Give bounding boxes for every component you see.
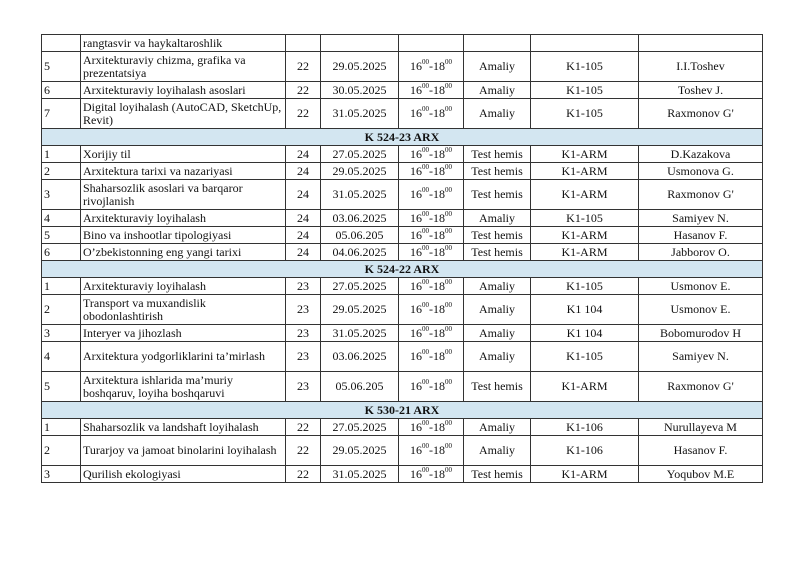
subject-cell: Arxitekturaviy loyihalash asoslari bbox=[81, 82, 286, 99]
time-to: 18 bbox=[433, 379, 445, 393]
room-cell: K1-106 bbox=[531, 436, 639, 466]
row-number: 1 bbox=[42, 146, 81, 163]
teacher-cell: Samiyev N. bbox=[639, 210, 763, 227]
table-row bbox=[42, 210, 763, 227]
time-to: 18 bbox=[433, 325, 445, 340]
time-from-minutes: 00 bbox=[422, 418, 429, 427]
date-cell: 27.05.2025 bbox=[321, 278, 399, 295]
date-cell: 29.05.2025 bbox=[321, 295, 399, 325]
time-to: 18 bbox=[433, 244, 445, 259]
time-separator: - bbox=[429, 419, 433, 434]
subject-cell: Shaharsozlik asoslari va barqaror rivojlanish bbox=[81, 180, 286, 210]
time-to: 18 bbox=[433, 106, 445, 120]
subject-cell: O’zbekistonning eng yangi tarixi bbox=[81, 244, 286, 261]
hours-cell: 22 bbox=[286, 82, 321, 99]
teacher-cell: Samiyev N. bbox=[639, 342, 763, 372]
hours-cell: 23 bbox=[286, 342, 321, 372]
hours-cell: 23 bbox=[286, 295, 321, 325]
subject-cell: Digital loyihalash (AutoCAD, SketchUp, Revit) bbox=[81, 99, 286, 129]
date-cell: 31.05.2025 bbox=[321, 99, 399, 129]
table-row bbox=[42, 278, 763, 295]
time-to-minutes: 00 bbox=[445, 105, 452, 113]
date-cell: 03.06.2025 bbox=[321, 210, 399, 227]
subject-cell: Arxitektura tarixi va nazariyasi bbox=[81, 163, 286, 180]
teacher-cell: Hasanov F. bbox=[639, 227, 763, 244]
time-from: 16 bbox=[410, 163, 422, 178]
row-number: 5 bbox=[42, 227, 81, 244]
time-separator: - bbox=[429, 146, 433, 161]
type-cell: Test hemis bbox=[464, 244, 531, 261]
time-to-minutes: 00 bbox=[445, 324, 452, 333]
date-cell: 29.05.2025 bbox=[321, 52, 399, 82]
row-number bbox=[42, 35, 81, 52]
time-from: 16 bbox=[410, 244, 422, 259]
time-to-minutes: 00 bbox=[445, 378, 452, 386]
row-number: 5 bbox=[42, 52, 81, 82]
type-cell: Test hemis bbox=[464, 466, 531, 483]
time-from: 16 bbox=[410, 59, 422, 73]
time-separator: - bbox=[429, 187, 433, 201]
table-row bbox=[42, 146, 763, 163]
date-cell: 29.05.2025 bbox=[321, 436, 399, 466]
time-cell bbox=[399, 244, 464, 261]
row-number: 2 bbox=[42, 436, 81, 466]
time-separator: - bbox=[429, 163, 433, 178]
hours-cell: 24 bbox=[286, 146, 321, 163]
time-to-minutes: 00 bbox=[445, 348, 452, 356]
type-cell: Test hemis bbox=[464, 180, 531, 210]
table-row bbox=[42, 466, 763, 483]
time-cell bbox=[399, 52, 464, 82]
time-from-minutes: 00 bbox=[422, 58, 429, 66]
subject-cell: Arxitekturaviy loyihalash bbox=[81, 278, 286, 295]
time-separator: - bbox=[429, 106, 433, 120]
subject-cell: Interyer va jihozlash bbox=[81, 325, 286, 342]
teacher-cell: Raxmonov G' bbox=[639, 372, 763, 402]
time-to-minutes: 00 bbox=[445, 186, 452, 194]
time-from-minutes: 00 bbox=[422, 105, 429, 113]
hours-cell: 22 bbox=[286, 52, 321, 82]
hours-cell: 24 bbox=[286, 163, 321, 180]
time-cell bbox=[399, 99, 464, 129]
table-row bbox=[42, 295, 763, 325]
time-from: 16 bbox=[410, 302, 422, 316]
time-cell bbox=[399, 278, 464, 295]
time-separator: - bbox=[429, 443, 433, 457]
teacher-cell: I.I.Toshev bbox=[639, 52, 763, 82]
room-cell: K1-105 bbox=[531, 82, 639, 99]
subject-cell: Xorijiy til bbox=[81, 146, 286, 163]
room-cell: K1 104 bbox=[531, 325, 639, 342]
teacher-cell: Yoqubov M.E bbox=[639, 466, 763, 483]
row-number: 3 bbox=[42, 325, 81, 342]
teacher-cell: Hasanov F. bbox=[639, 436, 763, 466]
type-cell: Amaliy bbox=[464, 99, 531, 129]
time-cell bbox=[399, 436, 464, 466]
row-number: 2 bbox=[42, 295, 81, 325]
time-separator: - bbox=[429, 82, 433, 97]
hours-cell: 24 bbox=[286, 227, 321, 244]
time-cell bbox=[399, 419, 464, 436]
table-row bbox=[42, 163, 763, 180]
time-to-minutes: 00 bbox=[445, 162, 452, 171]
subject-cell: Arxitekturaviy chizma, grafika va prezentatsiya bbox=[81, 52, 286, 82]
time-cell bbox=[399, 342, 464, 372]
row-number: 7 bbox=[42, 99, 81, 129]
group-header-row bbox=[42, 402, 763, 419]
row-number: 5 bbox=[42, 372, 81, 402]
type-cell: Test hemis bbox=[464, 372, 531, 402]
time-from-minutes: 00 bbox=[422, 81, 429, 90]
time-to: 18 bbox=[433, 302, 445, 316]
exam-schedule-table bbox=[41, 34, 763, 483]
type-cell bbox=[464, 35, 531, 52]
date-cell: 29.05.2025 bbox=[321, 163, 399, 180]
table-row bbox=[42, 244, 763, 261]
time-from-minutes: 00 bbox=[422, 378, 429, 386]
time-from-minutes: 00 bbox=[422, 162, 429, 171]
type-cell: Amaliy bbox=[464, 210, 531, 227]
time-from-minutes: 00 bbox=[422, 465, 429, 474]
hours-cell: 22 bbox=[286, 99, 321, 129]
subject-cell: Shaharsozlik va landshaft loyihalash bbox=[81, 419, 286, 436]
hours-cell: 22 bbox=[286, 436, 321, 466]
time-to: 18 bbox=[433, 187, 445, 201]
type-cell: Amaliy bbox=[464, 325, 531, 342]
time-cell bbox=[399, 82, 464, 99]
time-cell bbox=[399, 163, 464, 180]
time-to: 18 bbox=[433, 146, 445, 161]
teacher-cell: Usmonov E. bbox=[639, 278, 763, 295]
date-cell bbox=[321, 35, 399, 52]
time-separator: - bbox=[429, 302, 433, 316]
time-cell bbox=[399, 210, 464, 227]
row-number: 1 bbox=[42, 419, 81, 436]
hours-cell: 24 bbox=[286, 244, 321, 261]
room-cell: K1-105 bbox=[531, 342, 639, 372]
time-from: 16 bbox=[410, 146, 422, 161]
group-title: K 524-23 ARX bbox=[42, 129, 763, 146]
subject-cell: Bino va inshootlar tipologiyasi bbox=[81, 227, 286, 244]
time-to: 18 bbox=[433, 349, 445, 363]
time-separator: - bbox=[429, 325, 433, 340]
time-cell bbox=[399, 180, 464, 210]
room-cell: K1-ARM bbox=[531, 466, 639, 483]
table-row bbox=[42, 99, 763, 129]
type-cell: Test hemis bbox=[464, 146, 531, 163]
time-separator: - bbox=[429, 349, 433, 363]
type-cell: Test hemis bbox=[464, 227, 531, 244]
time-cell bbox=[399, 372, 464, 402]
time-to: 18 bbox=[433, 210, 445, 225]
row-number: 4 bbox=[42, 210, 81, 227]
room-cell: K1-105 bbox=[531, 278, 639, 295]
room-cell: K1-ARM bbox=[531, 227, 639, 244]
time-separator: - bbox=[429, 210, 433, 225]
time-to-minutes: 00 bbox=[445, 465, 452, 474]
row-number: 6 bbox=[42, 82, 81, 99]
row-number: 2 bbox=[42, 163, 81, 180]
time-to-minutes: 00 bbox=[445, 58, 452, 66]
date-cell: 05.06.205 bbox=[321, 372, 399, 402]
room-cell: K1 104 bbox=[531, 295, 639, 325]
date-cell: 03.06.2025 bbox=[321, 342, 399, 372]
subject-cell: rangtasvir va haykaltaroshlik bbox=[81, 35, 286, 52]
time-to: 18 bbox=[433, 82, 445, 97]
type-cell: Amaliy bbox=[464, 52, 531, 82]
time-cell bbox=[399, 295, 464, 325]
room-cell: K1-ARM bbox=[531, 372, 639, 402]
table-row bbox=[42, 436, 763, 466]
time-from-minutes: 00 bbox=[422, 301, 429, 309]
teacher-cell: Toshev J. bbox=[639, 82, 763, 99]
hours-cell: 24 bbox=[286, 180, 321, 210]
subject-cell: Turarjoy va jamoat binolarini loyihalash bbox=[81, 436, 286, 466]
time-from: 16 bbox=[410, 227, 422, 242]
hours-cell: 23 bbox=[286, 278, 321, 295]
time-from: 16 bbox=[410, 210, 422, 225]
teacher-cell: Raxmonov G' bbox=[639, 180, 763, 210]
time-to-minutes: 00 bbox=[445, 81, 452, 90]
time-to-minutes: 00 bbox=[445, 418, 452, 427]
room-cell bbox=[531, 35, 639, 52]
time-from: 16 bbox=[410, 278, 422, 293]
table-row bbox=[42, 52, 763, 82]
date-cell: 31.05.2025 bbox=[321, 466, 399, 483]
time-to: 18 bbox=[433, 443, 445, 457]
time-from: 16 bbox=[410, 443, 422, 457]
room-cell: K1-ARM bbox=[531, 180, 639, 210]
subject-cell: Arxitekturaviy loyihalash bbox=[81, 210, 286, 227]
time-from: 16 bbox=[410, 187, 422, 201]
time-cell bbox=[399, 466, 464, 483]
hours-cell: 22 bbox=[286, 419, 321, 436]
time-from: 16 bbox=[410, 379, 422, 393]
time-cell bbox=[399, 35, 464, 52]
schedule-body bbox=[42, 35, 763, 483]
room-cell: K1-106 bbox=[531, 419, 639, 436]
time-to: 18 bbox=[433, 163, 445, 178]
room-cell: K1-105 bbox=[531, 210, 639, 227]
teacher-cell: Raxmonov G' bbox=[639, 99, 763, 129]
time-to: 18 bbox=[433, 278, 445, 293]
hours-cell: 24 bbox=[286, 210, 321, 227]
room-cell: K1-ARM bbox=[531, 163, 639, 180]
table-row bbox=[42, 82, 763, 99]
time-to-minutes: 00 bbox=[445, 209, 452, 218]
teacher-cell: Jabborov O. bbox=[639, 244, 763, 261]
type-cell: Test hemis bbox=[464, 163, 531, 180]
time-separator: - bbox=[429, 466, 433, 481]
table-row bbox=[42, 325, 763, 342]
time-from: 16 bbox=[410, 325, 422, 340]
room-cell: K1-ARM bbox=[531, 146, 639, 163]
room-cell: K1-ARM bbox=[531, 244, 639, 261]
table-row bbox=[42, 227, 763, 244]
teacher-cell: Bobomurodov H bbox=[639, 325, 763, 342]
type-cell: Amaliy bbox=[464, 342, 531, 372]
group-title: K 530-21 ARX bbox=[42, 402, 763, 419]
time-from: 16 bbox=[410, 106, 422, 120]
time-separator: - bbox=[429, 379, 433, 393]
date-cell: 31.05.2025 bbox=[321, 325, 399, 342]
type-cell: Amaliy bbox=[464, 419, 531, 436]
time-to: 18 bbox=[433, 59, 445, 73]
time-from-minutes: 00 bbox=[422, 324, 429, 333]
teacher-cell: Usmonova G. bbox=[639, 163, 763, 180]
time-to-minutes: 00 bbox=[445, 226, 452, 235]
table-row bbox=[42, 35, 763, 52]
type-cell: Amaliy bbox=[464, 436, 531, 466]
time-separator: - bbox=[429, 244, 433, 259]
time-from-minutes: 00 bbox=[422, 145, 429, 154]
subject-cell: Qurilish ekologiyasi bbox=[81, 466, 286, 483]
time-to-minutes: 00 bbox=[445, 442, 452, 450]
teacher-cell: Usmonov E. bbox=[639, 295, 763, 325]
time-from-minutes: 00 bbox=[422, 209, 429, 218]
hours-cell: 22 bbox=[286, 466, 321, 483]
hours-cell: 23 bbox=[286, 325, 321, 342]
row-number: 3 bbox=[42, 466, 81, 483]
time-cell bbox=[399, 227, 464, 244]
time-to-minutes: 00 bbox=[445, 277, 452, 286]
time-separator: - bbox=[429, 227, 433, 242]
date-cell: 04.06.2025 bbox=[321, 244, 399, 261]
time-from-minutes: 00 bbox=[422, 186, 429, 194]
time-to: 18 bbox=[433, 466, 445, 481]
time-to-minutes: 00 bbox=[445, 301, 452, 309]
date-cell: 27.05.2025 bbox=[321, 419, 399, 436]
table-row bbox=[42, 372, 763, 402]
time-to: 18 bbox=[433, 419, 445, 434]
type-cell: Amaliy bbox=[464, 82, 531, 99]
row-number: 6 bbox=[42, 244, 81, 261]
time-from-minutes: 00 bbox=[422, 226, 429, 235]
hours-cell bbox=[286, 35, 321, 52]
hours-cell: 23 bbox=[286, 372, 321, 402]
row-number: 3 bbox=[42, 180, 81, 210]
time-from-minutes: 00 bbox=[422, 442, 429, 450]
type-cell: Amaliy bbox=[464, 278, 531, 295]
time-to-minutes: 00 bbox=[445, 145, 452, 154]
subject-cell: Transport va muxandislik obodonlashtirish bbox=[81, 295, 286, 325]
teacher-cell bbox=[639, 35, 763, 52]
time-separator: - bbox=[429, 59, 433, 73]
time-from: 16 bbox=[410, 466, 422, 481]
teacher-cell: Nurullayeva M bbox=[639, 419, 763, 436]
row-number: 4 bbox=[42, 342, 81, 372]
time-cell bbox=[399, 146, 464, 163]
teacher-cell: D.Kazakova bbox=[639, 146, 763, 163]
time-to-minutes: 00 bbox=[445, 243, 452, 252]
group-header-row bbox=[42, 261, 763, 278]
time-from-minutes: 00 bbox=[422, 277, 429, 286]
date-cell: 30.05.2025 bbox=[321, 82, 399, 99]
time-from: 16 bbox=[410, 419, 422, 434]
table-row bbox=[42, 419, 763, 436]
subject-cell: Arxitektura ishlarida ma’muriy boshqaruv, loyiha boshqaruvi bbox=[81, 372, 286, 402]
room-cell: K1-105 bbox=[531, 99, 639, 129]
time-from-minutes: 00 bbox=[422, 348, 429, 356]
time-from-minutes: 00 bbox=[422, 243, 429, 252]
time-cell bbox=[399, 325, 464, 342]
date-cell: 31.05.2025 bbox=[321, 180, 399, 210]
date-cell: 27.05.2025 bbox=[321, 146, 399, 163]
date-cell: 05.06.205 bbox=[321, 227, 399, 244]
time-to: 18 bbox=[433, 227, 445, 242]
time-separator: - bbox=[429, 278, 433, 293]
time-from: 16 bbox=[410, 82, 422, 97]
type-cell: Amaliy bbox=[464, 295, 531, 325]
group-header-row bbox=[42, 129, 763, 146]
subject-cell: Arxitektura yodgorliklarini ta’mirlash bbox=[81, 342, 286, 372]
room-cell: K1-105 bbox=[531, 52, 639, 82]
time-from: 16 bbox=[410, 349, 422, 363]
group-title: K 524-22 ARX bbox=[42, 261, 763, 278]
table-row bbox=[42, 342, 763, 372]
row-number: 1 bbox=[42, 278, 81, 295]
table-row bbox=[42, 180, 763, 210]
